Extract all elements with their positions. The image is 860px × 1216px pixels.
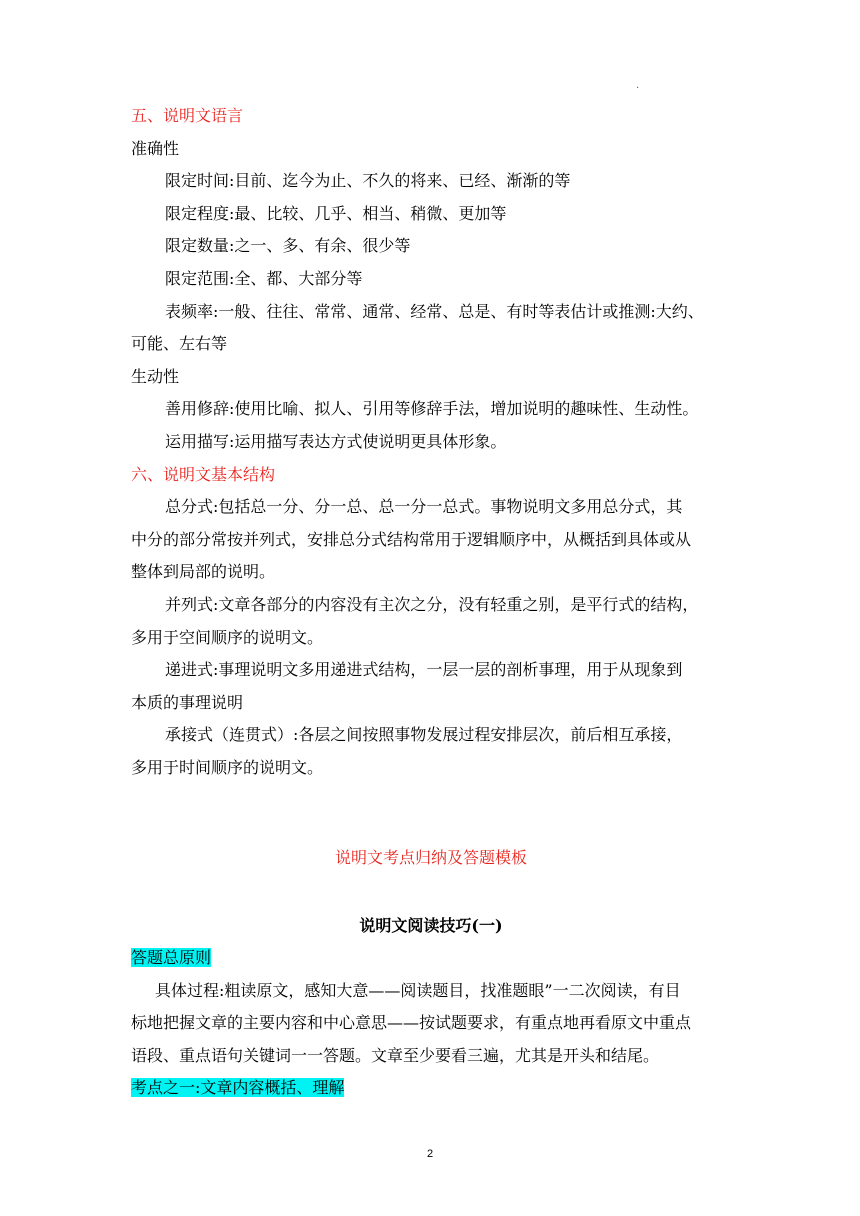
principle-section: [131, 942, 731, 1105]
principle-line-2: 标地把握文章的主要内容和中心意思——按试题要求，有重点地再看原文中重点: [131, 1013, 692, 1033]
point1-label: 考点之一:文章内容概括、理解: [131, 1078, 345, 1098]
accuracy-item-degree: 限定程度:最、比较、几乎、相当、稍微、更加等: [165, 203, 507, 223]
page-number: 2: [426, 1148, 434, 1160]
structure-sequential-line-1: 承接式（连贯式）:各层之间按照事物发展过程安排层次，前后相互承接，: [165, 725, 683, 745]
section5-title: 五、说明文语言: [131, 106, 244, 125]
section6-title: 六、说明文基本结构: [131, 464, 276, 484]
accuracy-label: 准确性: [131, 138, 180, 158]
accuracy-item-range: 限定范围:全、都、大部分等: [165, 268, 363, 288]
document-body: [131, 100, 731, 784]
vivid-item-description: 运用描写:运用描写表达方式使说明更具体形象。: [165, 431, 507, 451]
principle-line-3: 语段、重点语句关键词一一答题。文章至少要看三遍，尤其是开头和结尾。: [131, 1045, 660, 1065]
structure-progressive-line-2: 本质的事理说明: [131, 692, 244, 712]
accuracy-item-time: 限定时间:目前、迄今为止、不久的将来、已经、渐渐的等: [165, 171, 571, 191]
frequency-line-1: 表频率:一般、往往、常常、通常、经常、总是、有时等表估计或推测:大约、: [165, 301, 704, 321]
accuracy-item-quantity: 限定数量:之一、多、有余、很少等: [165, 236, 411, 256]
subtitle: 说明文阅读技巧(一): [359, 916, 503, 935]
structure-total-line-2: 中分的部分常按并列式，安排总分式结构常用于逻辑顺序中，从概括到具体或从: [131, 529, 692, 549]
structure-total-line-3: 整体到局部的说明。: [131, 562, 276, 582]
vivid-label: 生动性: [131, 366, 180, 386]
vivid-item-rhetoric: 善用修辞:使用比喻、拟人、引用等修辞手法，增加说明的趣味性、生动性。: [165, 399, 699, 419]
structure-sequential-line-2: 多用于时间顺序的说明文。: [131, 757, 324, 777]
structure-total-line-1: 总分式:包括总一分、分一总、总一分一总式。事物说明文多用总分式，其: [165, 497, 683, 517]
principle-label: 答题总原则: [131, 948, 212, 967]
principle-line-1: 具体过程:粗读原文，感知大意——阅读题目，找准题眼”一二次阅读，有目: [155, 980, 681, 1000]
structure-parallel-line-2: 多用于空间顺序的说明文。: [131, 627, 324, 647]
structure-progressive-line-1: 递进式:事理说明文多用递进式结构，一层一层的剖析事理，用于从现象到: [165, 660, 683, 680]
header-dot: .: [636, 80, 640, 91]
frequency-line-2: 可能、左右等: [131, 334, 228, 354]
main-title: 说明文考点归纳及答题模板: [334, 848, 527, 867]
structure-parallel-line-1: 并列式:文章各部分的内容没有主次之分，没有轻重之别，是平行式的结构，: [165, 594, 699, 614]
